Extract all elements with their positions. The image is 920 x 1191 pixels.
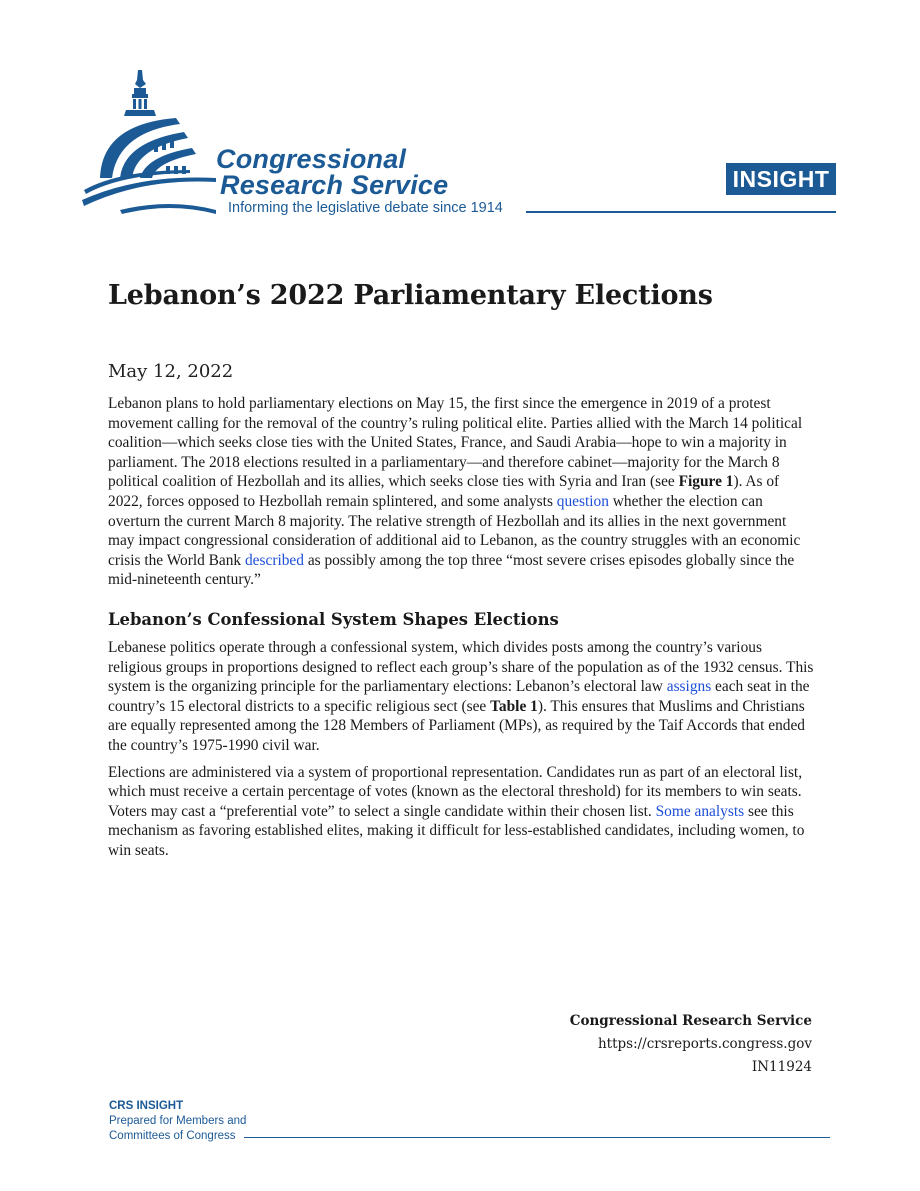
prepared-line-2: Committees of Congress — [109, 1130, 236, 1142]
publication-date: May 12, 2022 — [108, 361, 234, 382]
logo-name-line2: Research Service — [220, 170, 449, 200]
logo-name-line1: Congressional — [216, 144, 407, 174]
intro-text-1: Lebanon plans to hold parliamentary elections on May 15, the first since the emergence in 2019 of a protest movement calling for the removal of the country’s ruling political elite. Parties allied with the March 14 political coalition—which seeks close ties with the United States, France, and Saudi Arabia—hope to win a majority in parliament. The 2018 elections resulted in a parliamentary—and therefore cabinet—majority for the March 8 political coalition of Hezbollah and its allies, which seeks close ties with Syria and Iran (see — [108, 395, 803, 491]
confessional-text-2: each seat in the country’s 15 electoral districts to a specific religious sect (see — [108, 678, 810, 715]
header-rule — [526, 211, 836, 213]
logo-tagline: Informing the legislative debate since 1914 — [228, 200, 503, 216]
page-title: Lebanon’s 2022 Parliamentary Elections — [108, 280, 713, 311]
section-heading: Lebanon’s Confessional System Shapes Elections — [108, 609, 559, 629]
footer-org: Congressional Research Service — [569, 1013, 812, 1029]
intro-text-2: ). As of 2022, forces opposed to Hezbollah remain splintered, and some analysts — [108, 473, 780, 510]
confessional-text-1: Lebanese politics operate through a confessional system, which divides posts among the country’s various religious groups in proportions designed to reflect each group’s share of the population as of the 1932 census. This system is the organizing principle for the parliamentary elections: Lebanon’s electoral law — [108, 638, 814, 696]
intro-text-3: whether the election can overturn the current March 8 majority. The relative strength of Hezbollah and its allies in the next government may impact congressional consideration of additional aid to Lebanon, as the country struggles with an economic crisis the World Bank — [108, 492, 801, 569]
table-reference: Table 1 — [490, 697, 538, 715]
crs-logo — [80, 66, 503, 226]
insight-badge: INSIGHT — [726, 163, 836, 195]
capitol-dome-icon — [80, 66, 220, 216]
intro-text-4: as possibly among the top three “most severe crises episodes globally since the mid-nineteenth century.” — [108, 551, 795, 589]
confessional-text-3: ). This ensures that Muslims and Christians are equally represented among the 128 Members of Parliament (MPs), as required by the Taif Accords that ended the country’s 1975-1990 civil war. — [108, 697, 805, 754]
confessional-paragraph — [108, 638, 814, 756]
elections-paragraph — [108, 763, 814, 861]
elections-text-1: Elections are administered via a system of proportional representation. Candidates run as part of an electoral list, which must receive a certain percentage of votes (known as the electoral threshold) for its members to win seats. Voters may cast a “preferential vote” to select a single candidate within their chosen list. — [108, 763, 803, 820]
footer-rule — [244, 1137, 830, 1138]
crs-insight-label: CRS INSIGHT — [109, 1100, 184, 1112]
article-body — [108, 394, 814, 867]
described-link[interactable]: described — [244, 551, 304, 569]
intro-paragraph — [108, 394, 814, 590]
some-analysts-link[interactable]: Some analysts — [655, 802, 745, 820]
figure-reference: Figure 1 — [678, 473, 734, 491]
crs-insight-footer — [109, 1100, 246, 1142]
report-id: IN11924 — [751, 1059, 812, 1075]
question-link[interactable]: question — [556, 492, 609, 510]
elections-text-2: see this mechanism as favoring established elites, making it difficult for less-established candidates, including women, to win seats. — [108, 802, 805, 859]
assigns-link[interactable]: assigns — [666, 678, 712, 696]
footer-info — [570, 1013, 812, 1075]
prepared-line-1: Prepared for Members and — [109, 1115, 247, 1127]
footer-url[interactable]: https://crsreports.congress.gov — [597, 1036, 812, 1052]
